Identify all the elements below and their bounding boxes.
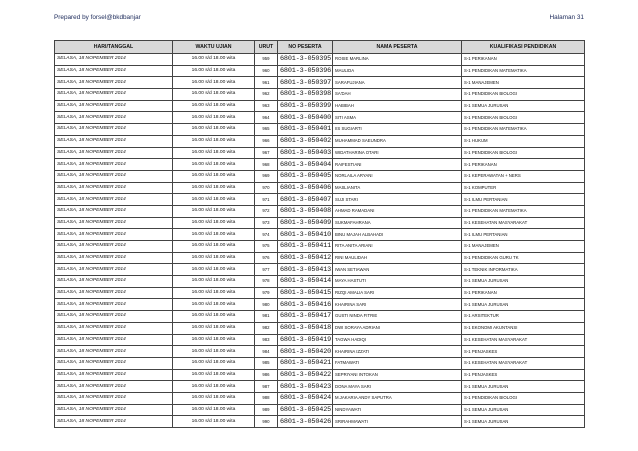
cell-waktu-ujian: 16.00 s/d 18.00 wita [173,77,255,89]
cell-nama-peserta: M.JAKARIA ANDY SAPUTRA [333,392,462,404]
cell-nama-peserta: RINI MAULIDAH [333,252,462,264]
column-header-urut: URUT [255,41,278,54]
cell-urut: 975 [255,241,278,253]
table-row [55,264,585,276]
cell-no-peserta: 6801-3-050410 [278,229,333,241]
cell-waktu-ujian: 16.00 s/d 18.00 wita [173,416,255,428]
table-row [55,194,585,206]
cell-nama-peserta: BINU MAJAH ALBAHADI [333,229,462,241]
cell-hari-tanggal: SELASA, 18 NOPEMBER 2014 [55,112,173,124]
table-row [55,276,585,288]
cell-kualifikasi: S-1 PENDIDIKAN GURU TK [462,252,585,264]
cell-waktu-ujian: 16.00 s/d 18.00 wita [173,404,255,416]
cell-no-peserta: 6801-3-050419 [278,334,333,346]
cell-waktu-ujian: 16.00 s/d 18.00 wita [173,381,255,393]
cell-kualifikasi: S-1 SEMUA JURUSAN [462,381,585,393]
cell-hari-tanggal: SELASA, 18 NOPEMBER 2014 [55,182,173,194]
table-row [55,357,585,369]
cell-nama-peserta: GUSTI NINDA FITRIE [333,311,462,323]
cell-nama-peserta: KHAIRINA IZZATI [333,346,462,358]
cell-kualifikasi: S-1 PENDIDIKAN BIOLOGI [462,147,585,159]
table-row [55,112,585,124]
cell-urut: 967 [255,147,278,159]
cell-kualifikasi: S-1 PENDIDIKAN BIOLOGI [462,89,585,101]
cell-urut: 984 [255,346,278,358]
cell-hari-tanggal: SELASA, 18 NOPEMBER 2014 [55,229,173,241]
cell-nama-peserta: TAGWA HADIQI [333,334,462,346]
cell-nama-peserta: SEPRIYANI INTOKAN [333,369,462,381]
cell-waktu-ujian: 16.00 s/d 18.00 wita [173,276,255,288]
table-row [55,322,585,334]
prepared-by-text: Prepared by forsel@bkdbanjar [54,14,141,21]
cell-no-peserta: 6801-3-050404 [278,159,333,171]
cell-kualifikasi: S-1 PENJASKES [462,346,585,358]
cell-kualifikasi: S-1 PENDIDIKAN MATEMATIKA [462,124,585,136]
cell-waktu-ujian: 16.00 s/d 18.00 wita [173,369,255,381]
table-row [55,205,585,217]
cell-no-peserta: 6801-3-050408 [278,205,333,217]
cell-no-peserta: 6801-3-050426 [278,416,333,428]
cell-nama-peserta: MAULIDA [333,65,462,77]
cell-hari-tanggal: SELASA, 18 NOPEMBER 2014 [55,77,173,89]
cell-urut: 959 [255,54,278,66]
table-row [55,182,585,194]
cell-no-peserta: 6801-3-050418 [278,322,333,334]
cell-hari-tanggal: SELASA, 18 NOPEMBER 2014 [55,346,173,358]
cell-hari-tanggal: SELASA, 18 NOPEMBER 2014 [55,381,173,393]
cell-nama-peserta: NINDYAWATI [333,404,462,416]
cell-hari-tanggal: SELASA, 18 NOPEMBER 2014 [55,287,173,299]
cell-waktu-ujian: 16.00 s/d 18.00 wita [173,147,255,159]
cell-urut: 989 [255,404,278,416]
cell-kualifikasi: S-1 PENJASKES [462,369,585,381]
cell-urut: 974 [255,229,278,241]
cell-waktu-ujian: 16.00 s/d 18.00 wita [173,311,255,323]
cell-urut: 986 [255,369,278,381]
cell-urut: 976 [255,252,278,264]
cell-waktu-ujian: 16.00 s/d 18.00 wita [173,135,255,147]
cell-kualifikasi: S-1 HUKUM [462,135,585,147]
cell-no-peserta: 6801-3-050420 [278,346,333,358]
cell-urut: 972 [255,205,278,217]
cell-no-peserta: 6801-3-050412 [278,252,333,264]
cell-waktu-ujian: 16.00 s/d 18.00 wita [173,54,255,66]
cell-urut: 982 [255,322,278,334]
cell-urut: 978 [255,276,278,288]
cell-no-peserta: 6801-3-050395 [278,54,333,66]
cell-kualifikasi: S-1 TEKNIK INFORMATIKA [462,264,585,276]
cell-no-peserta: 6801-3-050407 [278,194,333,206]
cell-hari-tanggal: SELASA, 18 NOPEMBER 2014 [55,54,173,66]
cell-urut: 988 [255,392,278,404]
cell-urut: 969 [255,170,278,182]
table-row [55,124,585,136]
cell-no-peserta: 6801-3-050425 [278,404,333,416]
cell-nama-peserta: RAIFESTIANI [333,159,462,171]
cell-hari-tanggal: SELASA, 18 NOPEMBER 2014 [55,276,173,288]
cell-kualifikasi: S-1 SEMUA JURUSAN [462,416,585,428]
page-header [54,14,584,26]
cell-urut: 983 [255,334,278,346]
cell-hari-tanggal: SELASA, 18 NOPEMBER 2014 [55,357,173,369]
table-row [55,252,585,264]
cell-hari-tanggal: SELASA, 18 NOPEMBER 2014 [55,217,173,229]
cell-hari-tanggal: SELASA, 18 NOPEMBER 2014 [55,404,173,416]
cell-no-peserta: 6801-3-050402 [278,135,333,147]
cell-waktu-ujian: 16.00 s/d 18.00 wita [173,100,255,112]
cell-urut: 968 [255,159,278,171]
table-row [55,392,585,404]
table-row [55,147,585,159]
cell-nama-peserta: DONA MAYA SARI [333,381,462,393]
cell-urut: 970 [255,182,278,194]
cell-nama-peserta: IWAN SETIAWAN [333,264,462,276]
cell-waktu-ujian: 16.00 s/d 18.00 wita [173,217,255,229]
cell-no-peserta: 6801-3-050398 [278,89,333,101]
cell-kualifikasi: S-1 PENDIDIKAN MATEMATIKA [462,205,585,217]
table-row [55,287,585,299]
cell-hari-tanggal: SELASA, 18 NOPEMBER 2014 [55,392,173,404]
cell-hari-tanggal: SELASA, 18 NOPEMBER 2014 [55,170,173,182]
cell-nama-peserta: MUHAMMAD SAEUNDRA [333,135,462,147]
table-row [55,416,585,428]
cell-waktu-ujian: 16.00 s/d 18.00 wita [173,124,255,136]
page-number: Halaman 31 [549,14,584,21]
cell-no-peserta: 6801-3-050416 [278,299,333,311]
cell-waktu-ujian: 16.00 s/d 18.00 wita [173,299,255,311]
cell-waktu-ujian: 16.00 s/d 18.00 wita [173,241,255,253]
cell-nama-peserta: FATMAWATI [333,357,462,369]
cell-waktu-ujian: 16.00 s/d 18.00 wita [173,229,255,241]
table-row [55,299,585,311]
cell-waktu-ujian: 16.00 s/d 18.00 wita [173,357,255,369]
cell-urut: 961 [255,77,278,89]
table-row [55,77,585,89]
cell-nama-peserta: RIZQI AMALIA SARI [333,287,462,299]
cell-hari-tanggal: SELASA, 18 NOPEMBER 2014 [55,124,173,136]
cell-hari-tanggal: SELASA, 18 NOPEMBER 2014 [55,322,173,334]
cell-kualifikasi: S-1 ILMU PERTANIAN [462,194,585,206]
cell-kualifikasi: S-1 ARSITEKTUR [462,311,585,323]
cell-no-peserta: 6801-3-050424 [278,392,333,404]
cell-hari-tanggal: SELASA, 18 NOPEMBER 2014 [55,311,173,323]
cell-no-peserta: 6801-3-050409 [278,217,333,229]
cell-waktu-ujian: 16.00 s/d 18.00 wita [173,346,255,358]
cell-hari-tanggal: SELASA, 18 NOPEMBER 2014 [55,369,173,381]
cell-hari-tanggal: SELASA, 18 NOPEMBER 2014 [55,205,173,217]
cell-kualifikasi: S-1 PENDIDIKAN BIOLOGI [462,392,585,404]
cell-nama-peserta: WIDATHARINA OTARI [333,147,462,159]
table-row [55,241,585,253]
cell-kualifikasi: S-1 PERIKANAN [462,54,585,66]
cell-kualifikasi: S-1 MANAJEMEN [462,241,585,253]
cell-hari-tanggal: SELASA, 18 NOPEMBER 2014 [55,147,173,159]
cell-waktu-ujian: 16.00 s/d 18.00 wita [173,252,255,264]
cell-no-peserta: 6801-3-050415 [278,287,333,299]
cell-nama-peserta: MAYA HASTUTI [333,276,462,288]
cell-kualifikasi: S-1 PENDIDIKAN MATEMATIKA [462,65,585,77]
table-row [55,65,585,77]
cell-kualifikasi: S-1 KESEHATAN MASYARAKAT [462,217,585,229]
cell-nama-peserta: SRIRAHMAWATI [333,416,462,428]
cell-kualifikasi: S-1 KESEHATAN MASYARAKAT [462,334,585,346]
cell-nama-peserta: DWI SORAYA ADRIANI [333,322,462,334]
cell-waktu-ujian: 16.00 s/d 18.00 wita [173,194,255,206]
cell-kualifikasi: S-1 KEPERAWATAN + NERS [462,170,585,182]
cell-kualifikasi: S-1 EKONOMI AKUNTANSI [462,322,585,334]
table-row [55,334,585,346]
cell-no-peserta: 6801-3-050406 [278,182,333,194]
cell-kualifikasi: S-1 KOMPUTER [462,182,585,194]
cell-hari-tanggal: SELASA, 18 NOPEMBER 2014 [55,252,173,264]
table-row [55,369,585,381]
cell-hari-tanggal: SELASA, 18 NOPEMBER 2014 [55,299,173,311]
cell-kualifikasi: S-1 PERIKANAN [462,287,585,299]
cell-urut: 960 [255,65,278,77]
cell-nama-peserta: RITA ANITA ARIANI [333,241,462,253]
cell-waktu-ujian: 16.00 s/d 18.00 wita [173,170,255,182]
cell-no-peserta: 6801-3-050399 [278,100,333,112]
cell-urut: 963 [255,100,278,112]
cell-nama-peserta: SUKMAFAHRANA [333,217,462,229]
cell-hari-tanggal: SELASA, 18 NOPEMBER 2014 [55,135,173,147]
cell-kualifikasi: S-1 SEMUA JURUSAN [462,100,585,112]
cell-no-peserta: 6801-3-050396 [278,65,333,77]
column-header-kualifikasi: KUALIFIKASI PENDIDIKAN [462,41,585,54]
cell-waktu-ujian: 16.00 s/d 18.00 wita [173,322,255,334]
table-row [55,54,585,66]
table-row [55,217,585,229]
table-row [55,100,585,112]
cell-no-peserta: 6801-3-050414 [278,276,333,288]
cell-no-peserta: 6801-3-050417 [278,311,333,323]
cell-kualifikasi: S-1 PENDIDIKAN BIOLOGI [462,112,585,124]
cell-kualifikasi: S-1 SEMUA JURUSAN [462,276,585,288]
cell-waktu-ujian: 16.00 s/d 18.00 wita [173,287,255,299]
cell-nama-peserta: SARAFUJIANA [333,77,462,89]
cell-waktu-ujian: 16.00 s/d 18.00 wita [173,89,255,101]
table-row [55,89,585,101]
cell-nama-peserta: SITI ASMA [333,112,462,124]
table-row [55,159,585,171]
cell-waktu-ujian: 16.00 s/d 18.00 wita [173,112,255,124]
cell-urut: 985 [255,357,278,369]
cell-hari-tanggal: SELASA, 18 NOPEMBER 2014 [55,334,173,346]
table-header-row [55,41,585,54]
cell-nama-peserta: MASLIANITA [333,182,462,194]
participants-table [54,40,585,428]
cell-kualifikasi: S-1 SEMUA JURUSAN [462,299,585,311]
cell-no-peserta: 6801-3-050401 [278,124,333,136]
table-row [55,170,585,182]
cell-no-peserta: 6801-3-050423 [278,381,333,393]
cell-waktu-ujian: 16.00 s/d 18.00 wita [173,334,255,346]
cell-waktu-ujian: 16.00 s/d 18.00 wita [173,65,255,77]
cell-no-peserta: 6801-3-050413 [278,264,333,276]
cell-hari-tanggal: SELASA, 18 NOPEMBER 2014 [55,65,173,77]
table-row [55,404,585,416]
cell-hari-tanggal: SELASA, 18 NOPEMBER 2014 [55,159,173,171]
cell-hari-tanggal: SELASA, 18 NOPEMBER 2014 [55,241,173,253]
cell-no-peserta: 6801-3-050421 [278,357,333,369]
cell-no-peserta: 6801-3-050422 [278,369,333,381]
column-header-no-peserta: NO PESERTA [278,41,333,54]
cell-hari-tanggal: SELASA, 18 NOPEMBER 2014 [55,100,173,112]
cell-nama-peserta: AHMAD RAMADANI [333,205,462,217]
cell-urut: 966 [255,135,278,147]
table-row [55,135,585,147]
cell-nama-peserta: ROSIE MARLINA [333,54,462,66]
cell-hari-tanggal: SELASA, 18 NOPEMBER 2014 [55,416,173,428]
cell-nama-peserta: SA'DAH [333,89,462,101]
cell-nama-peserta: KHAIRINA SARI [333,299,462,311]
cell-urut: 962 [255,89,278,101]
cell-urut: 987 [255,381,278,393]
column-header-hari: HARI/TANGGAL [55,41,173,54]
cell-urut: 977 [255,264,278,276]
table-row [55,381,585,393]
table-row [55,346,585,358]
cell-urut: 981 [255,311,278,323]
cell-nama-peserta: SUJI STARI [333,194,462,206]
cell-urut: 965 [255,124,278,136]
cell-no-peserta: 6801-3-050400 [278,112,333,124]
cell-no-peserta: 6801-3-050405 [278,170,333,182]
cell-nama-peserta: HABIBAH [333,100,462,112]
cell-kualifikasi: S-1 MANAJEMEN [462,77,585,89]
cell-kualifikasi: S-1 ILMU PERTANIAN [462,229,585,241]
cell-urut: 980 [255,299,278,311]
cell-urut: 964 [255,112,278,124]
cell-hari-tanggal: SELASA, 18 NOPEMBER 2014 [55,194,173,206]
column-header-nama: NAMA PESERTA [333,41,462,54]
cell-kualifikasi: S-1 PERIKANAN [462,159,585,171]
cell-no-peserta: 6801-3-050397 [278,77,333,89]
cell-waktu-ujian: 16.00 s/d 18.00 wita [173,205,255,217]
cell-waktu-ujian: 16.00 s/d 18.00 wita [173,392,255,404]
table-body [55,54,585,428]
cell-hari-tanggal: SELASA, 18 NOPEMBER 2014 [55,264,173,276]
cell-no-peserta: 6801-3-050411 [278,241,333,253]
cell-kualifikasi: S-1 KESEHATAN MASYARAKAT [462,357,585,369]
cell-kualifikasi: S-1 SEMUA JURUSAN [462,404,585,416]
cell-nama-peserta: IIS SUGIARTI [333,124,462,136]
cell-hari-tanggal: SELASA, 18 NOPEMBER 2014 [55,89,173,101]
cell-urut: 971 [255,194,278,206]
table-row [55,229,585,241]
cell-urut: 979 [255,287,278,299]
cell-urut: 973 [255,217,278,229]
cell-no-peserta: 6801-3-050403 [278,147,333,159]
cell-waktu-ujian: 16.00 s/d 18.00 wita [173,264,255,276]
cell-waktu-ujian: 16.00 s/d 18.00 wita [173,182,255,194]
cell-urut: 990 [255,416,278,428]
table-row [55,311,585,323]
cell-nama-peserta: NORLAILA ARYANI [333,170,462,182]
column-header-waktu: WAKTU UJIAN [173,41,255,54]
cell-waktu-ujian: 16.00 s/d 18.00 wita [173,159,255,171]
